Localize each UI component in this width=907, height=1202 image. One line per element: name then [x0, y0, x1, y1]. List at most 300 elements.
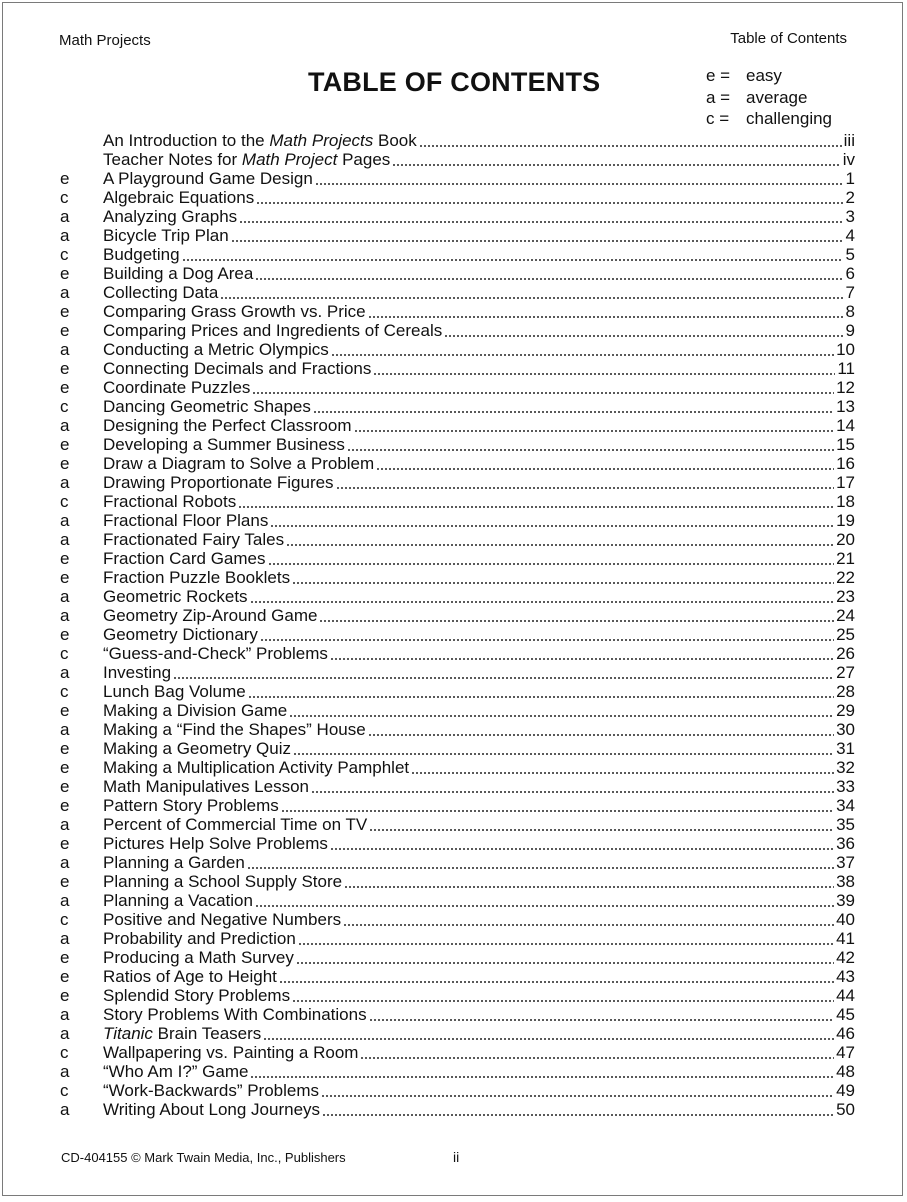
dot-leader	[322, 1114, 834, 1116]
entry-page-number: 48	[836, 1062, 855, 1081]
toc-entry	[60, 1081, 855, 1100]
toc-entry	[60, 454, 855, 473]
dot-leader	[419, 145, 842, 147]
entry-title	[103, 777, 309, 796]
entry-page-number: 36	[836, 834, 855, 853]
difficulty-code: a	[60, 606, 70, 625]
dot-leader	[360, 1057, 834, 1059]
dot-leader	[330, 658, 834, 660]
toc-entry	[60, 834, 855, 853]
entry-title	[103, 549, 266, 568]
toc-entry	[60, 663, 855, 682]
dot-leader	[343, 924, 834, 926]
entry-title	[103, 568, 290, 587]
difficulty-code: e	[60, 739, 70, 758]
entry-title	[103, 397, 311, 416]
entry-title-text: Producing a Math Survey	[103, 948, 294, 967]
legend-label: challenging	[746, 109, 833, 129]
toc-entry	[60, 1005, 855, 1024]
toc-entry	[60, 815, 855, 834]
dot-leader	[392, 164, 840, 166]
entry-title-text: Conducting a Metric Olympics	[103, 340, 329, 359]
entry-title	[103, 834, 328, 853]
entry-title-text: Geometry Dictionary	[103, 625, 258, 644]
entry-title	[103, 1005, 367, 1024]
entry-page-number: 30	[836, 720, 855, 739]
legend-label: average	[746, 87, 808, 107]
entry-title-text: Coordinate Puzzles	[103, 378, 251, 397]
entry-title-text: Building a Dog Area	[103, 264, 254, 283]
entry-title	[103, 226, 229, 245]
entry-page-number: 4	[845, 226, 855, 245]
toc-list	[60, 131, 855, 1119]
entry-page-number: 42	[836, 948, 855, 967]
toc-entry	[60, 587, 855, 606]
toc-entry	[60, 283, 855, 302]
difficulty-code: c	[60, 1081, 69, 1100]
dot-leader	[315, 183, 843, 185]
entry-page-number: 47	[836, 1043, 855, 1062]
difficulty-code: a	[60, 530, 70, 549]
footer-publisher: CD-404155 © Mark Twain Media, Inc., Publishers	[61, 1150, 346, 1165]
dot-leader	[279, 981, 834, 983]
entry-page-number: 22	[836, 568, 855, 587]
entry-page-number: 9	[845, 321, 855, 340]
entry-page-number: 39	[836, 891, 855, 910]
entry-page-number: 5	[845, 245, 855, 264]
dot-leader	[293, 753, 834, 755]
toc-entry	[60, 435, 855, 454]
toc-entry	[60, 549, 855, 568]
entry-title-text: Percent of Commercial Time on TV	[103, 815, 368, 834]
difficulty-code: e	[60, 777, 70, 796]
entry-title	[103, 872, 342, 891]
entry-title	[103, 891, 253, 910]
legend-code: e =	[706, 65, 731, 85]
entry-title-text: Probability and Prediction	[103, 929, 296, 948]
entry-page-number: 24	[836, 606, 855, 625]
entry-title	[103, 739, 291, 758]
entry-title	[103, 720, 366, 739]
entry-title-text: Math Manipulatives Lesson	[103, 777, 310, 796]
dot-leader	[376, 468, 834, 470]
dot-leader	[336, 487, 835, 489]
toc-entry	[60, 872, 855, 891]
entry-title-text: “Work-Backwards” Problems	[103, 1081, 320, 1100]
entry-title-text: “Who Am I?” Game	[103, 1062, 249, 1081]
entry-title-text: Connecting Decimals and Fractions	[103, 359, 372, 378]
difficulty-code: e	[60, 948, 70, 967]
dot-leader	[252, 392, 834, 394]
dot-leader	[319, 620, 834, 622]
toc-entry	[60, 891, 855, 910]
difficulty-code: a	[60, 511, 70, 530]
difficulty-code: c	[60, 492, 69, 511]
dot-leader	[256, 202, 843, 204]
entry-title	[103, 929, 296, 948]
entry-title-italic: Math Projects	[269, 131, 374, 150]
legend-item	[706, 108, 832, 130]
toc-entry	[60, 530, 855, 549]
toc-entry	[60, 378, 855, 397]
dot-leader	[330, 848, 834, 850]
toc-entry	[60, 929, 855, 948]
entry-title	[103, 283, 218, 302]
difficulty-code: c	[60, 245, 69, 264]
entry-title-text: Dancing Geometric Shapes	[103, 397, 311, 416]
toc-entry	[60, 473, 855, 492]
dot-leader	[250, 1076, 834, 1078]
entry-title	[103, 1100, 320, 1119]
difficulty-code: a	[60, 1100, 70, 1119]
difficulty-code: e	[60, 834, 70, 853]
dot-leader	[263, 1038, 834, 1040]
legend-code: c =	[706, 109, 730, 129]
difficulty-code: a	[60, 340, 70, 359]
page-title: TABLE OF CONTENTS	[308, 67, 601, 97]
toc-entry	[60, 853, 855, 872]
entry-title	[103, 701, 287, 720]
entry-title	[103, 150, 390, 169]
entry-title	[103, 1062, 248, 1081]
toc-entry	[60, 606, 855, 625]
entry-page-number: 6	[845, 264, 855, 283]
toc-entry	[60, 131, 855, 150]
difficulty-code: a	[60, 207, 70, 226]
entry-page-number: 28	[836, 682, 855, 701]
entry-title-text: Developing a Summer Business	[103, 435, 345, 454]
entry-page-number: 2	[845, 188, 855, 207]
difficulty-code: e	[60, 378, 70, 397]
entry-title	[103, 530, 284, 549]
entry-page-number: 13	[836, 397, 855, 416]
difficulty-code: a	[60, 587, 70, 606]
dot-leader	[292, 1000, 834, 1002]
dot-leader	[248, 696, 834, 698]
dot-leader	[444, 335, 843, 337]
entry-title-text: Fraction Card Games	[103, 549, 266, 568]
difficulty-code: c	[60, 1043, 69, 1062]
dot-leader	[292, 582, 834, 584]
entry-page-number: 19	[836, 511, 855, 530]
document-page	[2, 2, 903, 1196]
difficulty-code: e	[60, 872, 70, 891]
entry-title	[103, 606, 317, 625]
toc-entry	[60, 1043, 855, 1062]
difficulty-code: a	[60, 226, 70, 245]
difficulty-legend	[706, 65, 832, 130]
entry-title-italic: Math Project	[241, 150, 338, 169]
dot-leader	[368, 734, 834, 736]
dot-leader	[373, 373, 835, 375]
entry-title-text: Splendid Story Problems	[103, 986, 291, 1005]
entry-title-text: Ratios of Age to Height	[103, 967, 277, 986]
entry-title-text: Geometric Rockets	[103, 587, 248, 606]
entry-title	[103, 359, 371, 378]
entry-title-text: Wallpapering vs. Painting a Room	[103, 1043, 359, 1062]
entry-title-text: “Guess-and-Check” Problems	[103, 644, 328, 663]
difficulty-code: c	[60, 188, 69, 207]
entry-title-text: Drawing Proportionate Figures	[103, 473, 334, 492]
difficulty-code: e	[60, 321, 70, 340]
dot-leader	[239, 221, 843, 223]
entry-title	[103, 644, 328, 663]
entry-title	[103, 796, 279, 815]
dot-leader	[250, 601, 835, 603]
entry-title	[103, 986, 290, 1005]
entry-title	[103, 511, 268, 530]
entry-title	[103, 245, 180, 264]
entry-page-number: iii	[843, 131, 855, 150]
dot-leader	[268, 563, 835, 565]
toc-entry	[60, 910, 855, 929]
toc-entry	[60, 150, 855, 169]
entry-page-number: 8	[845, 302, 855, 321]
entry-title-text: Story Problems With Combinations	[103, 1005, 367, 1024]
entry-title	[103, 435, 345, 454]
entry-title	[103, 188, 254, 207]
dot-leader	[369, 1019, 834, 1021]
toc-entry	[60, 169, 855, 188]
toc-entry	[60, 226, 855, 245]
entry-title	[103, 416, 352, 435]
entry-title	[103, 340, 329, 359]
entry-page-number: 23	[836, 587, 855, 606]
entry-page-number: 34	[836, 796, 855, 815]
entry-page-number: 26	[836, 644, 855, 663]
entry-title	[103, 131, 417, 150]
dot-leader	[247, 867, 834, 869]
dot-leader	[260, 639, 834, 641]
legend-label: easy	[746, 65, 782, 85]
entry-page-number: 18	[836, 492, 855, 511]
toc-entry	[60, 758, 855, 777]
toc-entry	[60, 264, 855, 283]
difficulty-code: e	[60, 986, 70, 1005]
entry-title	[103, 1043, 358, 1062]
toc-entry	[60, 416, 855, 435]
entry-page-number: 49	[836, 1081, 855, 1100]
entry-page-number: 16	[836, 454, 855, 473]
difficulty-code: e	[60, 758, 70, 777]
entry-title-text: Planning a School Supply Store	[103, 872, 343, 891]
entry-title	[103, 587, 248, 606]
difficulty-code: e	[60, 359, 70, 378]
toc-entry	[60, 188, 855, 207]
entry-title	[103, 1081, 319, 1100]
toc-entry	[60, 720, 855, 739]
entry-title-text: An Introduction to the	[103, 131, 270, 150]
difficulty-code: a	[60, 473, 70, 492]
dot-leader	[270, 525, 834, 527]
difficulty-code: a	[60, 891, 70, 910]
entry-page-number: 17	[836, 473, 855, 492]
dot-leader	[173, 677, 834, 679]
toc-entry	[60, 359, 855, 378]
toc-entry	[60, 321, 855, 340]
entry-page-number: iv	[842, 150, 855, 169]
entry-page-number: 45	[836, 1005, 855, 1024]
difficulty-code: a	[60, 1062, 70, 1081]
dot-leader	[369, 829, 834, 831]
difficulty-code: e	[60, 264, 70, 283]
entry-page-number: 20	[836, 530, 855, 549]
entry-page-number: 32	[836, 758, 855, 777]
entry-page-number: 21	[836, 549, 855, 568]
entry-title-text: Pattern Story Problems	[103, 796, 279, 815]
entry-title-text: Investing	[103, 663, 172, 682]
entry-title-text: Designing the Perfect Classroom	[103, 416, 352, 435]
toc-entry	[60, 682, 855, 701]
entry-title-text: Comparing Prices and Ingredients of Cereals	[103, 321, 443, 340]
difficulty-code: a	[60, 720, 70, 739]
dot-leader	[311, 791, 834, 793]
difficulty-code: a	[60, 1005, 70, 1024]
entry-title-text: Fractionated Fairy Tales	[103, 530, 285, 549]
entry-title	[103, 910, 341, 929]
entry-title-text: Algebraic Equations	[103, 188, 255, 207]
entry-title-text: A Playground Game Design	[103, 169, 313, 188]
entry-page-number: 44	[836, 986, 855, 1005]
legend-code: a =	[706, 87, 731, 107]
entry-title-text: Geometry Zip-Around Game	[103, 606, 318, 625]
dot-leader	[344, 886, 834, 888]
entry-page-number: 3	[845, 207, 855, 226]
toc-entry	[60, 967, 855, 986]
entry-title-text: Budgeting	[103, 245, 180, 264]
dot-leader	[281, 810, 834, 812]
entry-title-text: Fractional Floor Plans	[103, 511, 269, 530]
entry-title-text: Positive and Negative Numbers	[103, 910, 342, 929]
entry-page-number: 25	[836, 625, 855, 644]
entry-title	[103, 663, 171, 682]
entry-title-text: Bicycle Trip Plan	[103, 226, 229, 245]
toc-entry	[60, 492, 855, 511]
entry-title-text: Making a Multiplication Activity Pamphlet	[103, 758, 410, 777]
entry-title	[103, 473, 334, 492]
toc-entry	[60, 245, 855, 264]
entry-title-text: Brain Teasers	[152, 1024, 262, 1043]
entry-title	[103, 815, 367, 834]
entry-title-text: Making a Division Game	[103, 701, 288, 720]
entry-page-number: 37	[836, 853, 855, 872]
toc-entry	[60, 1100, 855, 1119]
difficulty-code: e	[60, 796, 70, 815]
entry-page-number: 29	[836, 701, 855, 720]
entry-page-number: 10	[836, 340, 855, 359]
dot-leader	[331, 354, 834, 356]
entry-page-number: 14	[836, 416, 855, 435]
toc-entry	[60, 397, 855, 416]
dot-leader	[296, 962, 834, 964]
toc-entry	[60, 701, 855, 720]
entry-title	[103, 378, 250, 397]
entry-title	[103, 948, 294, 967]
entry-page-number: 43	[836, 967, 855, 986]
legend-item	[706, 87, 832, 109]
difficulty-code: c	[60, 682, 69, 701]
entry-title-text: Lunch Bag Volume	[103, 682, 246, 701]
difficulty-code: c	[60, 644, 69, 663]
entry-title	[103, 625, 258, 644]
difficulty-code: e	[60, 625, 70, 644]
toc-entry	[60, 777, 855, 796]
difficulty-code: a	[60, 283, 70, 302]
dot-leader	[238, 506, 834, 508]
toc-entry	[60, 207, 855, 226]
entry-title-text: Fraction Puzzle Booklets	[103, 568, 291, 587]
difficulty-code: c	[60, 910, 69, 929]
dot-leader	[411, 772, 834, 774]
entry-page-number: 7	[845, 283, 855, 302]
entry-title-text: Pages	[337, 150, 391, 169]
entry-title-text: Writing About Long Journeys	[103, 1100, 321, 1119]
toc-entry	[60, 1062, 855, 1081]
legend-item	[706, 65, 832, 87]
entry-page-number: 33	[836, 777, 855, 796]
page-number: ii	[453, 1149, 460, 1165]
entry-title	[103, 853, 245, 872]
difficulty-code: e	[60, 435, 70, 454]
entry-page-number: 1	[845, 169, 855, 188]
entry-page-number: 12	[836, 378, 855, 397]
entry-title-text: Planning a Vacation	[103, 891, 253, 910]
entry-title-text: Draw a Diagram to Solve a Problem	[103, 454, 375, 473]
toc-entry	[60, 739, 855, 758]
toc-entry	[60, 340, 855, 359]
dot-leader	[231, 240, 843, 242]
running-header-left: Math Projects	[59, 32, 151, 49]
entry-title-italic: Titanic	[103, 1024, 153, 1043]
dot-leader	[286, 544, 834, 546]
entry-title-text: Making a Geometry Quiz	[103, 739, 292, 758]
entry-page-number: 15	[836, 435, 855, 454]
dot-leader	[313, 411, 834, 413]
entry-page-number: 41	[836, 929, 855, 948]
toc-entry	[60, 948, 855, 967]
entry-title-text: Teacher Notes for	[103, 150, 242, 169]
dot-leader	[220, 297, 843, 299]
toc-entry	[60, 625, 855, 644]
entry-title-text: Planning a Garden	[103, 853, 245, 872]
entry-page-number: 31	[836, 739, 855, 758]
difficulty-code: c	[60, 397, 69, 416]
difficulty-code: a	[60, 416, 70, 435]
entry-title	[103, 967, 277, 986]
entry-page-number: 50	[836, 1100, 855, 1119]
entry-page-number: 35	[836, 815, 855, 834]
entry-page-number: 27	[836, 663, 855, 682]
entry-page-number: 40	[836, 910, 855, 929]
entry-title	[103, 1024, 261, 1043]
entry-title-text: Fractional Robots	[103, 492, 237, 511]
entry-title-text: Making a “Find the Shapes” House	[103, 720, 366, 739]
entry-page-number: 38	[836, 872, 855, 891]
toc-entry	[60, 644, 855, 663]
dot-leader	[321, 1095, 834, 1097]
toc-entry	[60, 511, 855, 530]
dot-leader	[368, 316, 843, 318]
toc-entry	[60, 796, 855, 815]
entry-title	[103, 492, 236, 511]
toc-entry	[60, 986, 855, 1005]
dot-leader	[182, 259, 843, 261]
toc-entry	[60, 568, 855, 587]
dot-leader	[354, 430, 835, 432]
difficulty-code: e	[60, 568, 70, 587]
entry-title	[103, 264, 253, 283]
dot-leader	[298, 943, 834, 945]
